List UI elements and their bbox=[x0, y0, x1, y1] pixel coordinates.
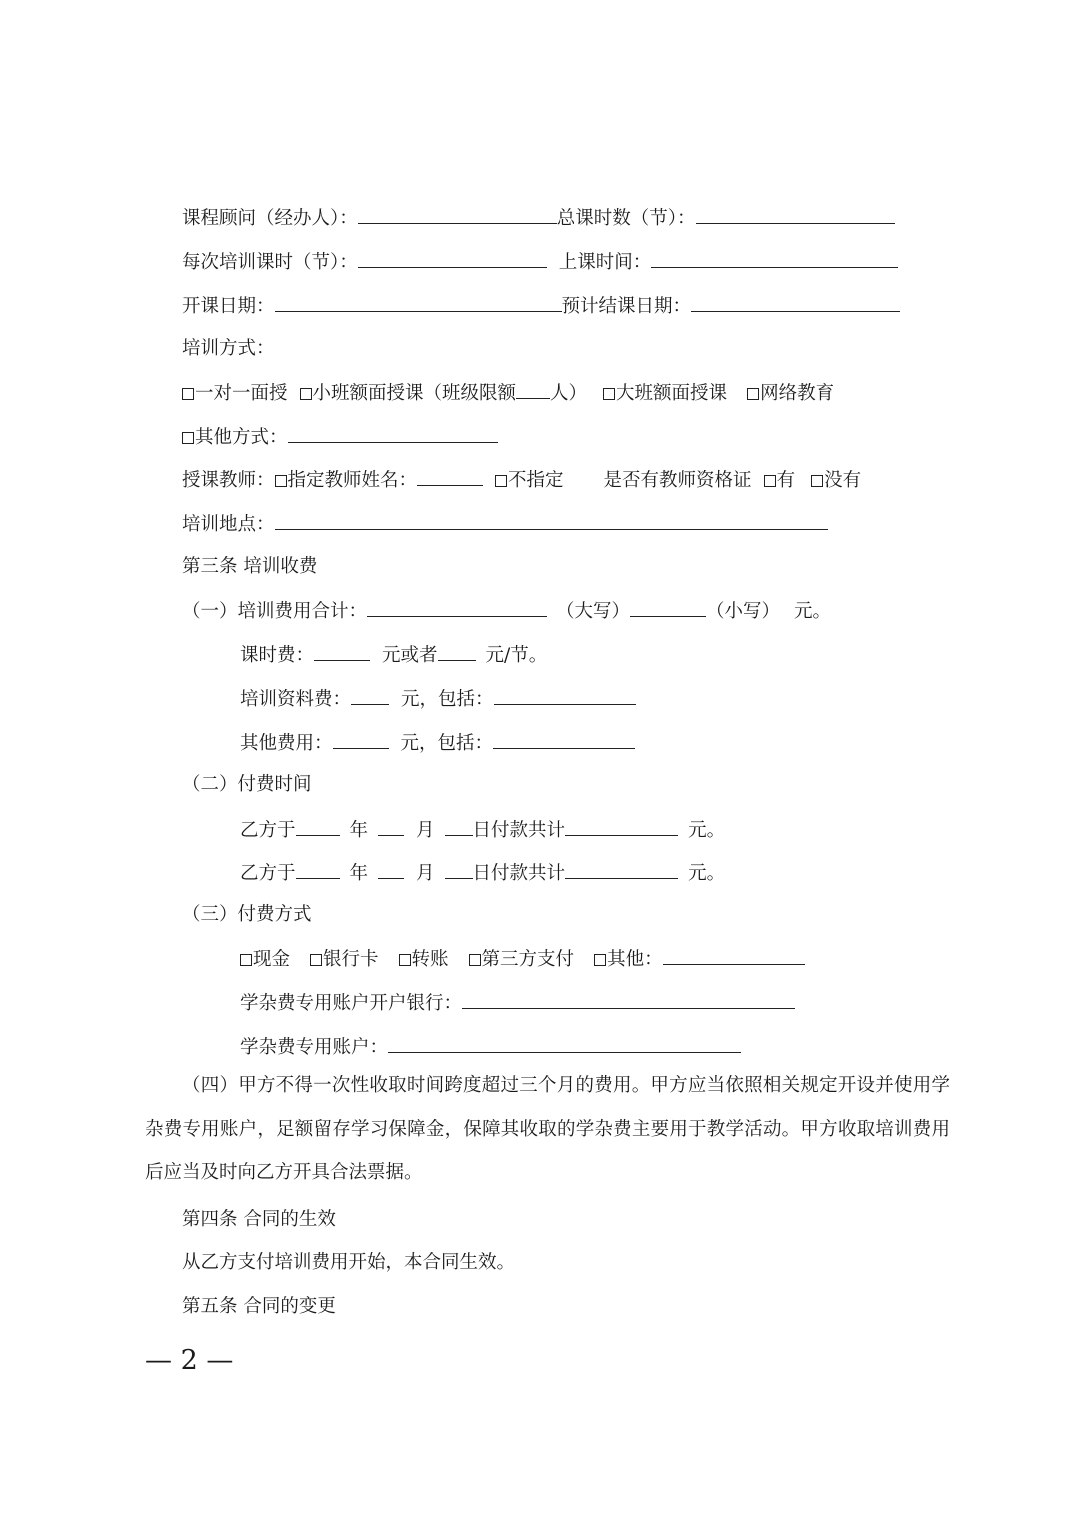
row-account bbox=[240, 1033, 741, 1061]
row-per-session bbox=[182, 248, 898, 276]
checkbox-other-pay[interactable] bbox=[594, 954, 606, 966]
method-label: 培训方式： bbox=[182, 338, 275, 359]
account-field[interactable] bbox=[388, 1033, 741, 1053]
end-date-label: 预计结课日期： bbox=[561, 296, 692, 317]
per-session-label: 每次培训课时（节）： bbox=[182, 252, 358, 273]
pay1-year-field[interactable] bbox=[296, 816, 340, 836]
total-hours-label: 总课时数（节）： bbox=[556, 208, 696, 229]
pay2-year-field[interactable] bbox=[296, 859, 340, 879]
consultant-label: 课程顾问（经办人）： bbox=[182, 208, 358, 229]
pay-prefix: 乙方于 bbox=[240, 820, 296, 841]
checkbox-cert-no[interactable] bbox=[811, 475, 823, 487]
location-field[interactable] bbox=[275, 510, 828, 530]
class-time-label: 上课时间： bbox=[558, 252, 652, 273]
row-other-method bbox=[182, 423, 498, 451]
checkbox-teacher-specified[interactable] bbox=[275, 475, 287, 487]
row-consultant bbox=[182, 204, 895, 232]
day-total-label: 日付款共计 bbox=[472, 820, 566, 841]
checkbox-small-class[interactable] bbox=[300, 388, 312, 400]
row-pay-methods bbox=[240, 945, 805, 973]
row-payment-2 bbox=[240, 859, 725, 887]
pay1-yuan: 元。 bbox=[688, 820, 726, 841]
row-dates bbox=[182, 292, 900, 320]
location-label: 培训地点： bbox=[182, 514, 275, 535]
class-limit-field[interactable] bbox=[516, 379, 550, 399]
other-pay-field[interactable] bbox=[663, 945, 805, 965]
consultant-field[interactable] bbox=[358, 204, 557, 224]
checkbox-large-class[interactable] bbox=[603, 388, 615, 400]
material-yuan-incl: 元，包括： bbox=[401, 689, 494, 710]
pay2-day-field[interactable] bbox=[445, 859, 473, 879]
other-method-label: 其他方式： bbox=[195, 427, 288, 448]
teacher-specified-label: 指定教师姓名： bbox=[287, 470, 418, 491]
article4-text: 从乙方支付培训费用开始，本合同生效。 bbox=[182, 1252, 516, 1273]
row-teacher bbox=[182, 466, 861, 494]
month-label: 月 bbox=[416, 820, 435, 841]
class-time-field[interactable] bbox=[651, 248, 898, 268]
bank-label: 学杂费专用账户开户银行： bbox=[240, 993, 463, 1014]
pay-method-cash: 现金 bbox=[253, 949, 291, 970]
row-method-options bbox=[182, 379, 834, 407]
other-method-field[interactable] bbox=[288, 423, 498, 443]
row-fee-total bbox=[182, 597, 831, 625]
article3-title: 第三条 培训收费 bbox=[182, 556, 318, 577]
checkbox-teacher-unspecified[interactable] bbox=[495, 475, 507, 487]
checkbox-other-method[interactable] bbox=[182, 432, 194, 444]
year-label: 年 bbox=[349, 820, 369, 841]
pay-method-transfer: 转账 bbox=[411, 949, 449, 970]
checkbox-cert-yes[interactable] bbox=[764, 475, 776, 487]
teacher-name-field[interactable] bbox=[417, 466, 483, 486]
article4-title: 第四条 合同的生效 bbox=[182, 1209, 336, 1230]
row-material-fee bbox=[240, 685, 636, 713]
account-label: 学杂费专用账户： bbox=[240, 1037, 389, 1058]
pay-method-third-party: 第三方支付 bbox=[481, 949, 575, 970]
other-fee-yuan-incl: 元，包括： bbox=[400, 733, 494, 754]
bank-field[interactable] bbox=[462, 989, 795, 1009]
cert-question: 是否有教师资格证 bbox=[603, 470, 752, 491]
fee-total-label: （一）培训费用合计： bbox=[182, 601, 368, 622]
fee-yuan-label: 元。 bbox=[794, 601, 832, 622]
pay2-amount-field[interactable] bbox=[565, 859, 678, 879]
hourly-label: 课时费： bbox=[240, 645, 315, 666]
daxie-label: （大写） bbox=[556, 601, 631, 622]
row-location bbox=[182, 510, 828, 538]
pay1-day-field[interactable] bbox=[445, 816, 473, 836]
pay1-amount-field[interactable] bbox=[565, 816, 678, 836]
method-option-small-class: 小班额面授课（班级限额 bbox=[312, 383, 517, 404]
method-option-large-class: 大班额面授课 bbox=[616, 383, 728, 404]
pay2-yuan: 元。 bbox=[688, 863, 726, 884]
start-date-label: 开课日期： bbox=[182, 296, 275, 317]
pay1-month-field[interactable] bbox=[378, 816, 404, 836]
month-label: 月 bbox=[416, 863, 435, 884]
fee-daxie-field[interactable] bbox=[630, 597, 706, 617]
pay-time-title: （二）付费时间 bbox=[182, 774, 312, 795]
pay-method-bank-card: 银行卡 bbox=[323, 949, 379, 970]
other-fee-yuan-field[interactable] bbox=[333, 729, 389, 749]
method-option-one-on-one: 一对一面授 bbox=[195, 383, 288, 404]
pay-prefix: 乙方于 bbox=[240, 863, 296, 884]
row-bank bbox=[240, 989, 795, 1017]
teacher-unspecified-label: 不指定 bbox=[508, 470, 564, 491]
material-label: 培训资料费： bbox=[240, 689, 352, 710]
pay-method-other: 其他： bbox=[607, 949, 663, 970]
checkbox-cash[interactable] bbox=[240, 954, 252, 966]
checkbox-transfer[interactable] bbox=[399, 954, 411, 966]
total-hours-field[interactable] bbox=[696, 204, 895, 224]
method-option-online: 网络教育 bbox=[760, 383, 835, 404]
row-other-fee bbox=[240, 729, 635, 757]
teacher-label: 授课教师： bbox=[182, 470, 275, 491]
day-total-label: 日付款共计 bbox=[472, 863, 566, 884]
pay-method-title: （三）付费方式 bbox=[182, 904, 312, 925]
material-yuan-field[interactable] bbox=[351, 685, 389, 705]
other-fee-label: 其他费用： bbox=[240, 733, 333, 754]
hourly-per-field[interactable] bbox=[438, 641, 476, 661]
row-payment-1 bbox=[240, 816, 725, 844]
checkbox-one-on-one[interactable] bbox=[182, 388, 194, 400]
hourly-per-label: 元/节。 bbox=[485, 645, 548, 666]
material-incl-field[interactable] bbox=[494, 685, 636, 705]
start-date-field[interactable] bbox=[275, 292, 562, 312]
per-session-field[interactable] bbox=[358, 248, 547, 268]
checkbox-bank-card[interactable] bbox=[310, 954, 322, 966]
method-person-suffix: 人） bbox=[550, 383, 588, 404]
cert-no-label: 没有 bbox=[824, 470, 862, 491]
cert-yes-label: 有 bbox=[776, 470, 796, 491]
other-fee-incl-field[interactable] bbox=[493, 729, 635, 749]
year-label: 年 bbox=[349, 863, 369, 884]
checkbox-online[interactable] bbox=[747, 388, 759, 400]
fee-total-field[interactable] bbox=[367, 597, 547, 617]
hourly-yuan-or: 元或者 bbox=[382, 645, 438, 666]
hourly-yuan-field[interactable] bbox=[314, 641, 370, 661]
checkbox-third-party[interactable] bbox=[469, 954, 481, 966]
end-date-field[interactable] bbox=[691, 292, 900, 312]
pay2-month-field[interactable] bbox=[378, 859, 404, 879]
row-hourly-fee bbox=[240, 641, 547, 669]
paragraph-4: （四）甲方不得一次性收取时间跨度超过三个月的费用。甲方应当依照相关规定开设并使用学杂费专用账户，足额留存学习保障金，保障其收取的学杂费主要用于教学活动。甲方收取培训费用后应当及时向乙方开具合法票据。 bbox=[145, 1075, 950, 1183]
article5-title: 第五条 合同的变更 bbox=[182, 1296, 336, 1317]
xiaoxie-label: （小写） bbox=[706, 601, 781, 622]
page-number: — 2 — bbox=[145, 1345, 234, 1376]
